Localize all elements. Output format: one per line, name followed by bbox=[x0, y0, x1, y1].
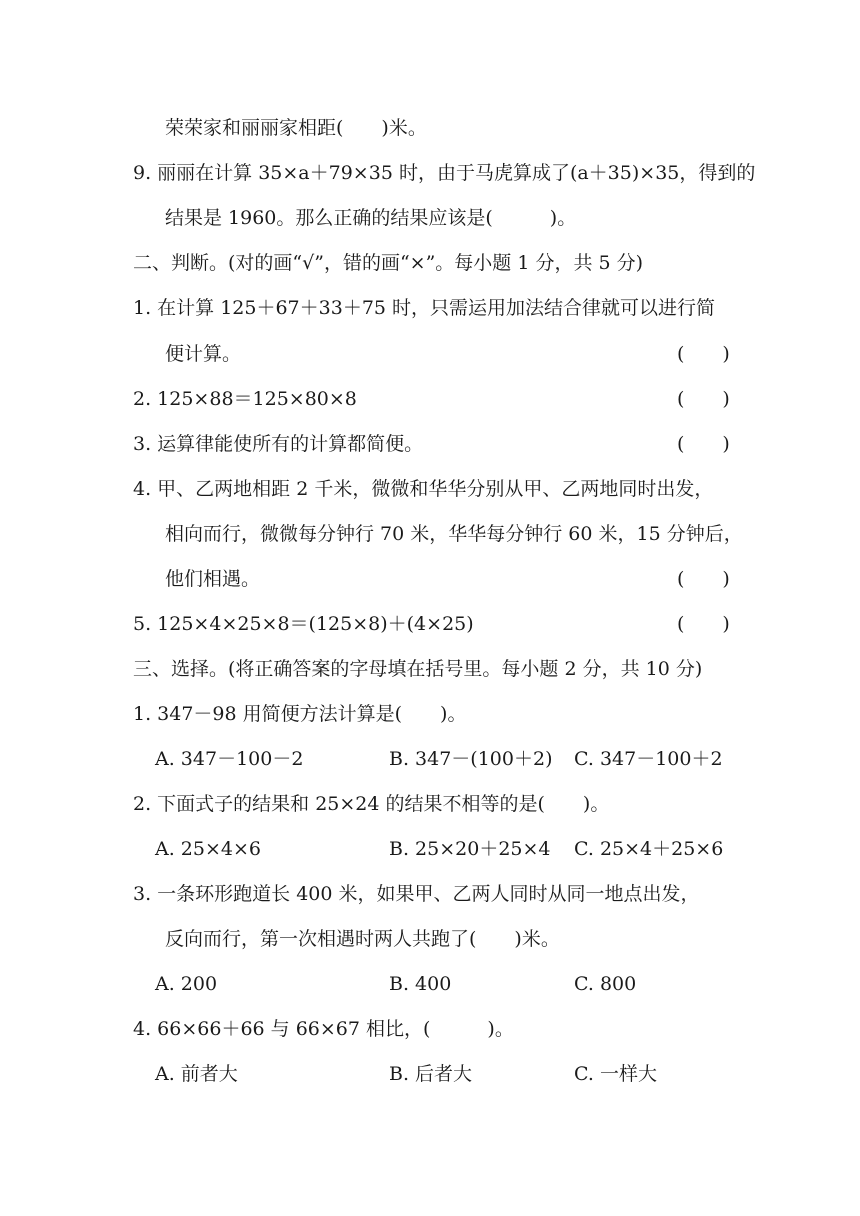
answer-parentheses[interactable]: ( ) bbox=[677, 343, 730, 365]
judge-question-1: 1. 在计算 125＋67＋33＋75 时，只需运用加法结合律就可以进行简 bbox=[133, 297, 716, 319]
section-heading-choice: 三、选择。(将正确答案的字母填在括号里。每小题 2 分，共 10 分) bbox=[133, 658, 703, 680]
text-line: 他们相遇。 bbox=[165, 568, 261, 590]
option-a[interactable]: A. 200 bbox=[155, 973, 218, 995]
option-b[interactable]: B. 25×20＋25×4 bbox=[389, 838, 551, 860]
option-c[interactable]: C. 347－100＋2 bbox=[574, 748, 723, 770]
option-c[interactable]: C. 一样大 bbox=[574, 1063, 657, 1085]
option-b[interactable]: B. 后者大 bbox=[389, 1063, 473, 1085]
answer-parentheses[interactable]: ( ) bbox=[677, 568, 730, 590]
choice-question-3: 3. 一条环形跑道长 400 米，如果甲、乙两人同时从同一地点出发， bbox=[133, 883, 700, 905]
choice-question-1: 1. 347－98 用简便方法计算是( )。 bbox=[133, 703, 467, 725]
judge-question-5: 5. 125×4×25×8＝(125×8)＋(4×25) bbox=[133, 613, 474, 635]
option-a[interactable]: A. 25×4×6 bbox=[155, 838, 261, 860]
text-line: 荣荣家和丽丽家相距( )米。 bbox=[165, 117, 427, 139]
text-line: 反向而行，第一次相遇时两人共跑了( )米。 bbox=[165, 928, 560, 950]
option-a[interactable]: A. 前者大 bbox=[155, 1063, 238, 1085]
section-heading-judge: 二、判断。(对的画“√”，错的画“×”。每小题 1 分，共 5 分) bbox=[133, 252, 644, 274]
answer-parentheses[interactable]: ( ) bbox=[677, 433, 730, 455]
answer-parentheses[interactable]: ( ) bbox=[677, 388, 730, 410]
judge-question-4: 4. 甲、乙两地相距 2 千米，微微和华华分别从甲、乙两地同时出发， bbox=[133, 478, 714, 500]
option-a[interactable]: A. 347－100－2 bbox=[155, 748, 304, 770]
text-line: 相向而行，微微每分钟行 70 米，华华每分钟行 60 米，15 分钟后， bbox=[165, 523, 743, 545]
option-b[interactable]: B. 400 bbox=[389, 973, 452, 995]
judge-question-3: 3. 运算律能使所有的计算都简便。 bbox=[133, 433, 424, 455]
option-b[interactable]: B. 347－(100＋2) bbox=[389, 748, 553, 770]
option-c[interactable]: C. 800 bbox=[574, 973, 637, 995]
choice-question-4: 4. 66×66＋66 与 66×67 相比，( )。 bbox=[133, 1018, 514, 1040]
option-c[interactable]: C. 25×4＋25×6 bbox=[574, 838, 724, 860]
text-line: 便计算。 bbox=[165, 343, 242, 365]
choice-question-2: 2. 下面式子的结果和 25×24 的结果不相等的是( )。 bbox=[133, 793, 610, 815]
answer-parentheses[interactable]: ( ) bbox=[677, 613, 730, 635]
text-line: 结果是 1960。那么正确的结果应该是( )。 bbox=[165, 207, 577, 229]
question-9: 9. 丽丽在计算 35×a＋79×35 时，由于马虎算成了(a＋35)×35，得到的 bbox=[133, 162, 756, 184]
judge-question-2: 2. 125×88＝125×80×8 bbox=[133, 388, 357, 410]
